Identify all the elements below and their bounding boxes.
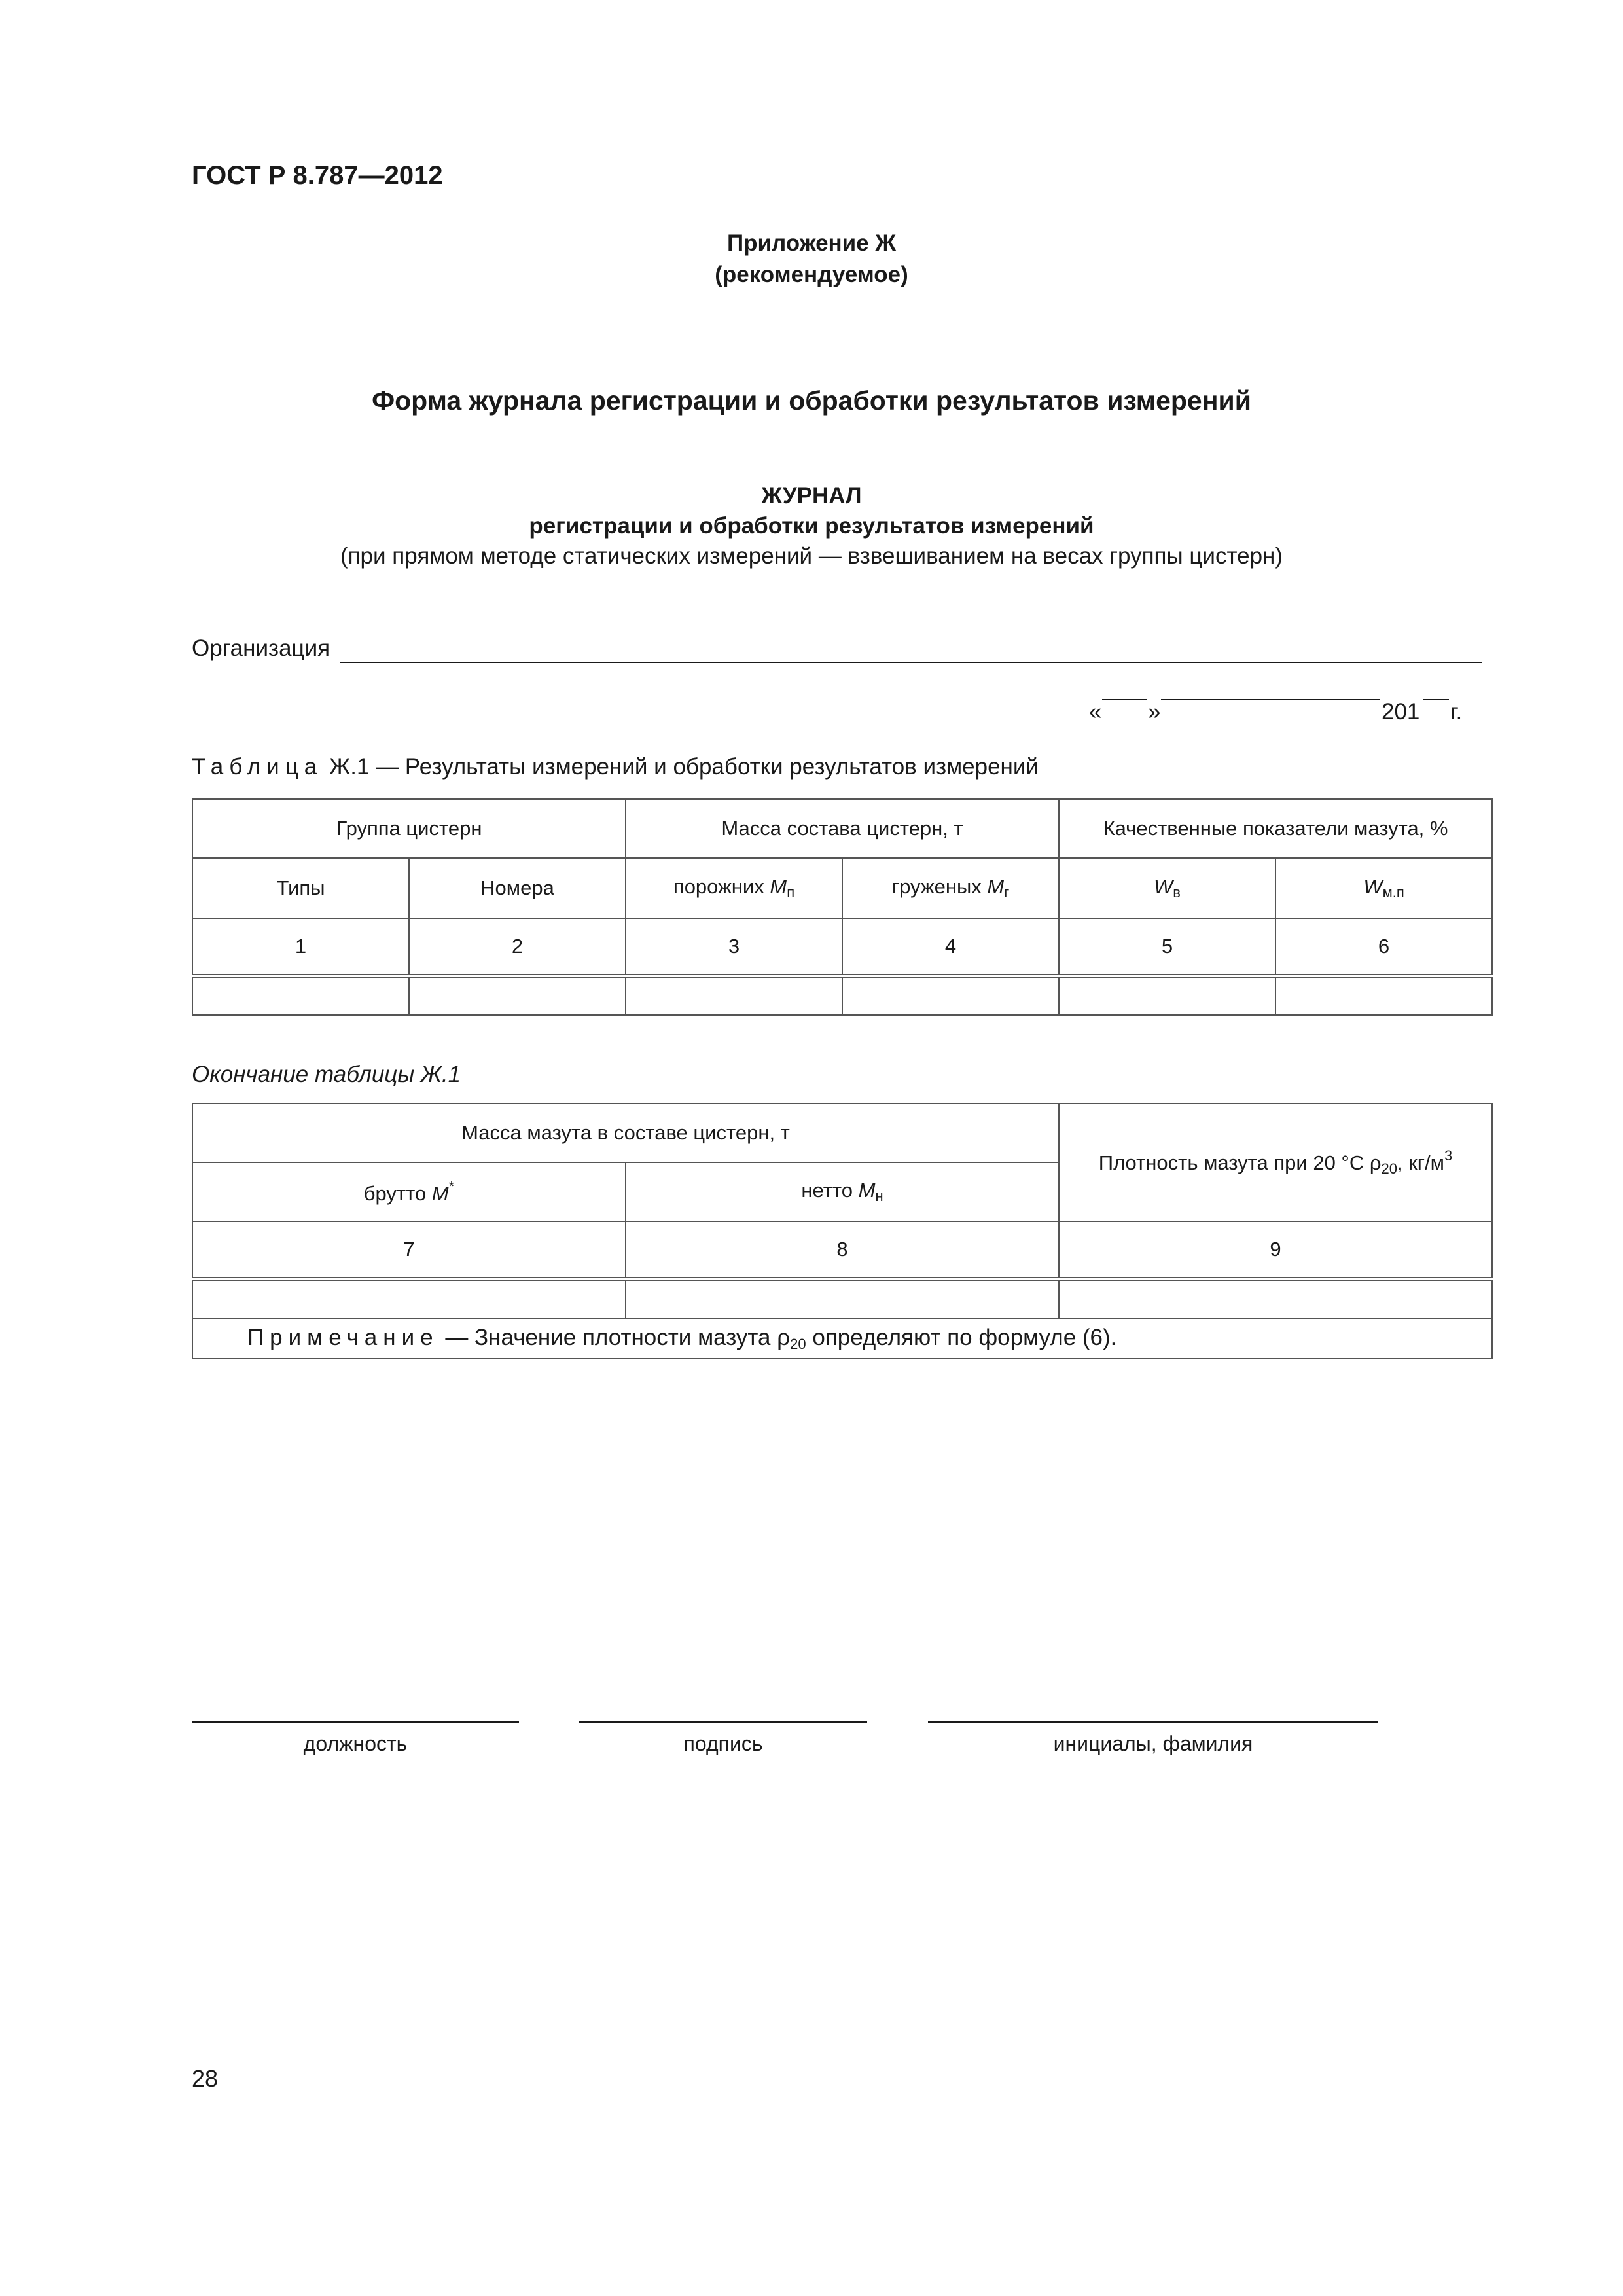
density-text: Плотность мазута при 20 °С — [1098, 1151, 1370, 1174]
loaded-mass-text: груженых — [891, 875, 988, 898]
header-numbers: Номера — [409, 858, 626, 918]
header-types: Типы — [192, 858, 409, 918]
note-symbol: ρ — [777, 1324, 791, 1350]
section-title: Форма журнала регистрации и обработки результатов измерений — [372, 386, 1251, 416]
results-table-end — [192, 1103, 1493, 1359]
table1-entry-row — [192, 976, 1492, 1015]
impurities-subscript: м.п — [1382, 884, 1404, 901]
header-loaded-mass — [842, 858, 1059, 918]
note-text-1: — Значение плотности мазута — [438, 1324, 777, 1350]
year-prefix: 201 — [1382, 699, 1420, 725]
gross-asterisk: * — [448, 1178, 455, 1194]
table2-note-row — [192, 1318, 1492, 1359]
date-close-quote: » — [1148, 699, 1161, 725]
header-net-mass — [626, 1162, 1059, 1221]
day-underline — [1102, 699, 1147, 700]
entry-cell[interactable] — [192, 1279, 626, 1318]
journal-title: ЖУРНАЛ — [761, 483, 862, 509]
loaded-mass-symbol: M — [987, 875, 1005, 898]
signature-sign[interactable]: подпись — [579, 1721, 867, 1771]
density-unit: , кг/м — [1397, 1151, 1444, 1174]
impurities-symbol: W — [1363, 875, 1383, 898]
results-table — [192, 798, 1493, 1016]
entry-cell[interactable] — [1275, 976, 1492, 1015]
density-unit-superscript: 3 — [1444, 1147, 1453, 1164]
table1-subheader-row — [192, 858, 1492, 918]
column-number: 2 — [409, 918, 626, 976]
entry-cell[interactable] — [409, 976, 626, 1015]
empty-mass-text: порожних — [673, 875, 770, 898]
month-underline — [1161, 699, 1380, 700]
table1-caption-rest: Ж.1 — Результаты измерений и обработки результатов измерений — [323, 754, 1039, 780]
entry-cell[interactable] — [1059, 1279, 1492, 1318]
entry-cell[interactable] — [626, 976, 842, 1015]
table2-caption: Окончание таблицы Ж.1 — [192, 1062, 461, 1087]
appendix-status: (рекомендуемое) — [715, 262, 908, 287]
year-suffix: г. — [1450, 699, 1463, 725]
date-open-quote: « — [1089, 699, 1102, 725]
entry-cell[interactable] — [1059, 976, 1275, 1015]
header-gross-mass — [192, 1162, 626, 1221]
column-number: 4 — [842, 918, 1059, 976]
empty-mass-subscript: п — [787, 884, 795, 901]
entry-cell[interactable] — [192, 976, 409, 1015]
table2-column-number-row — [192, 1221, 1492, 1279]
header-density — [1059, 1103, 1492, 1221]
header-quality: Качественные показатели мазута, % — [1059, 799, 1492, 858]
header-fuel-mass: Масса мазута в составе цистерн, т — [192, 1103, 1059, 1162]
appendix-title: Приложение Ж — [726, 230, 897, 256]
year-underline — [1423, 699, 1449, 700]
net-symbol: M — [858, 1179, 876, 1202]
column-number: 5 — [1059, 918, 1275, 976]
header-train-mass: Масса состава цистерн, т — [626, 799, 1059, 858]
header-impurities-content — [1275, 858, 1492, 918]
table2-group-header-row — [192, 1103, 1492, 1162]
table-note — [192, 1318, 1492, 1359]
date-field[interactable] — [1086, 699, 1505, 732]
note-subscript: 20 — [790, 1335, 806, 1352]
entry-cell[interactable] — [842, 976, 1059, 1015]
table1-column-number-row — [192, 918, 1492, 976]
density-symbol: ρ — [1369, 1151, 1382, 1174]
net-text: нетто — [801, 1179, 859, 1202]
organization-field[interactable] — [192, 636, 1501, 668]
standard-code: ГОСТ Р 8.787—2012 — [192, 161, 443, 190]
header-empty-mass — [626, 858, 842, 918]
table2-entry-row — [192, 1279, 1492, 1318]
density-subscript: 20 — [1381, 1160, 1397, 1177]
signature-position[interactable]: должность — [192, 1721, 519, 1771]
column-number: 6 — [1275, 918, 1492, 976]
column-number: 8 — [626, 1221, 1059, 1279]
entry-cell[interactable] — [626, 1279, 1059, 1318]
empty-mass-symbol: M — [770, 875, 787, 898]
table1-group-header-row — [192, 799, 1492, 858]
organization-underline — [340, 662, 1482, 663]
table1-caption-word: Таблица — [192, 754, 323, 780]
gross-symbol: M — [431, 1182, 449, 1205]
journal-method: (при прямом методе статических измерений — взвешиванием на весах группы цистерн) — [340, 543, 1283, 569]
water-symbol: W — [1154, 875, 1173, 898]
note-text-2: определяют по формуле (6). — [806, 1324, 1117, 1350]
column-number: 9 — [1059, 1221, 1492, 1279]
column-number: 1 — [192, 918, 409, 976]
organization-label: Организация — [192, 636, 330, 661]
header-tank-group: Группа цистерн — [192, 799, 626, 858]
page-number: 28 — [192, 2065, 219, 2092]
column-number: 7 — [192, 1221, 626, 1279]
header-water-content — [1059, 858, 1275, 918]
net-subscript: н — [875, 1188, 883, 1204]
journal-subtitle: регистрации и обработки результатов измерений — [529, 513, 1094, 539]
gross-text: брутто — [363, 1182, 432, 1205]
loaded-mass-subscript: г — [1004, 884, 1010, 901]
note-word: Примечание — [247, 1324, 439, 1350]
column-number: 3 — [626, 918, 842, 976]
signature-name[interactable]: инициалы, фамилия — [928, 1721, 1378, 1771]
water-subscript: в — [1173, 884, 1181, 901]
table1-caption — [192, 754, 1039, 780]
